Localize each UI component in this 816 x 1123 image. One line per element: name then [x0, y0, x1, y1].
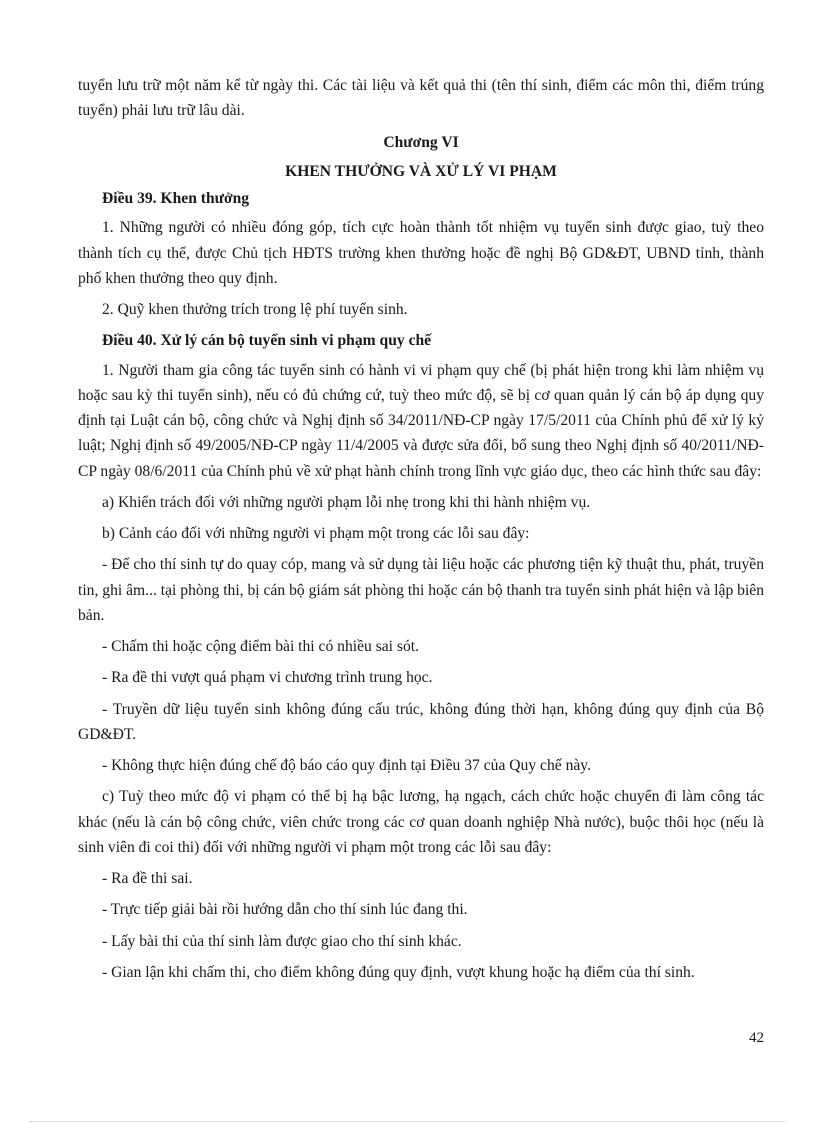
- list-item: - Chấm thi hoặc cộng điểm bài thi có nhiều sai sót.: [102, 638, 420, 655]
- chapter-title: KHEN THƯỞNG VÀ XỬ LÝ VI PHẠM: [285, 162, 557, 180]
- article-40-title: Điều 40. Xử lý cán bộ tuyển sinh vi phạm quy chế: [102, 332, 432, 350]
- list-item: - Truyền dữ liệu tuyển sinh không đúng cấu trúc, không đúng thời hạn, không đúng quy định của Bộ GD&ĐT.: [78, 700, 764, 743]
- list-item: - Trực tiếp giải bài rồi hướng dẫn cho thí sinh lúc đang thi.: [102, 901, 468, 919]
- intro-paragraph: tuyển lưu trữ một năm kể từ ngày thi. Các tài liệu và kết quả thi (tên thí sinh, điểm các môn thi, điểm trúng tuyển) phải lưu trữ lâu dài.: [78, 77, 764, 120]
- page-divider: [30, 1121, 786, 1122]
- article-40-point-b: b) Cảnh cáo đối với những người vi phạm một trong các lỗi sau đây:: [102, 525, 530, 542]
- list-item: - Gian lận khi chấm thi, cho điểm không đúng quy định, vượt khung hoặc hạ điểm của thí sinh.: [102, 963, 695, 981]
- article-39-title: Điều 39. Khen thưởng: [102, 190, 250, 207]
- article-40-point-a: a) Khiển trách đối với những người phạm lỗi nhẹ trong khi thi hành nhiệm vụ.: [102, 493, 591, 511]
- list-item: - Ra đề thi sai.: [102, 870, 193, 887]
- list-item: - Ra đề thi vượt quá phạm vi chương trình trung học.: [102, 669, 433, 687]
- article-40-clause-1: 1. Người tham gia công tác tuyển sinh có hành vi vi phạm quy chế (bị phát hiện trong khi làm nhiệm vụ hoặc sau kỳ thi tuyển sinh), nếu có đủ chứng cứ, tuỳ theo mức độ, sẽ bị cơ quan quản lý cán bộ áp dụng quy định tại Luật cán bộ, công chức và Nghị định số 34/2011/NĐ-CP ngày 17/5/2011 của Chính phủ để xử lý kỷ luật; Nghị định số 49/2005/NĐ-CP ngày 11/4/2005 và được sửa đổi, bổ sung theo Nghị định số 40/2011/NĐ-CP ngày 08/6/2011 của Chính phủ về xử phạt hành chính trong lĩnh vực giáo dục, theo các hình thức sau đây:: [78, 361, 764, 480]
- list-item: - Không thực hiện đúng chế độ báo cáo quy định tại Điều 37 của Quy chế này.: [102, 757, 591, 774]
- list-item: - Để cho thí sinh tự do quay cóp, mang và sử dụng tài liệu hoặc các phương tiện kỹ thuật thu, phát, truyền tin, ghi âm... tại phòng thi, bị cán bộ giám sát phòng thi hoặc cán bộ thanh tra tuyển sinh phát hiện và lập biên bản.: [78, 556, 764, 624]
- document-page: [78, 73, 764, 991]
- article-40-point-c: c) Tuỳ theo mức độ vi phạm có thể bị hạ bậc lương, hạ ngạch, cách chức hoặc chuyển đi làm công tác khác (nếu là cán bộ công chức, viên chức trong các cơ quan doanh nghiệp Nhà nước), buộc thôi học (nếu là sinh viên đi coi thi) đối với những người vi phạm một trong các lỗi sau đây:: [78, 788, 764, 856]
- list-item: - Lấy bài thi của thí sinh làm được giao cho thí sinh khác.: [102, 932, 462, 950]
- chapter-number: Chương VI: [383, 133, 459, 151]
- page-number: 42: [749, 1030, 764, 1046]
- article-39-clause-1: 1. Những người có nhiều đóng góp, tích cực hoàn thành tốt nhiệm vụ tuyển sinh được giao, tuỳ theo thành tích cụ thể, được Chủ tịch HĐTS trường khen thưởng hoặc đề nghị Bộ GD&ĐT, UBND tỉnh, thành phố khen thưởng theo quy định.: [78, 219, 764, 287]
- article-39-clause-2: 2. Quỹ khen thưởng trích trong lệ phí tuyển sinh.: [102, 301, 408, 318]
